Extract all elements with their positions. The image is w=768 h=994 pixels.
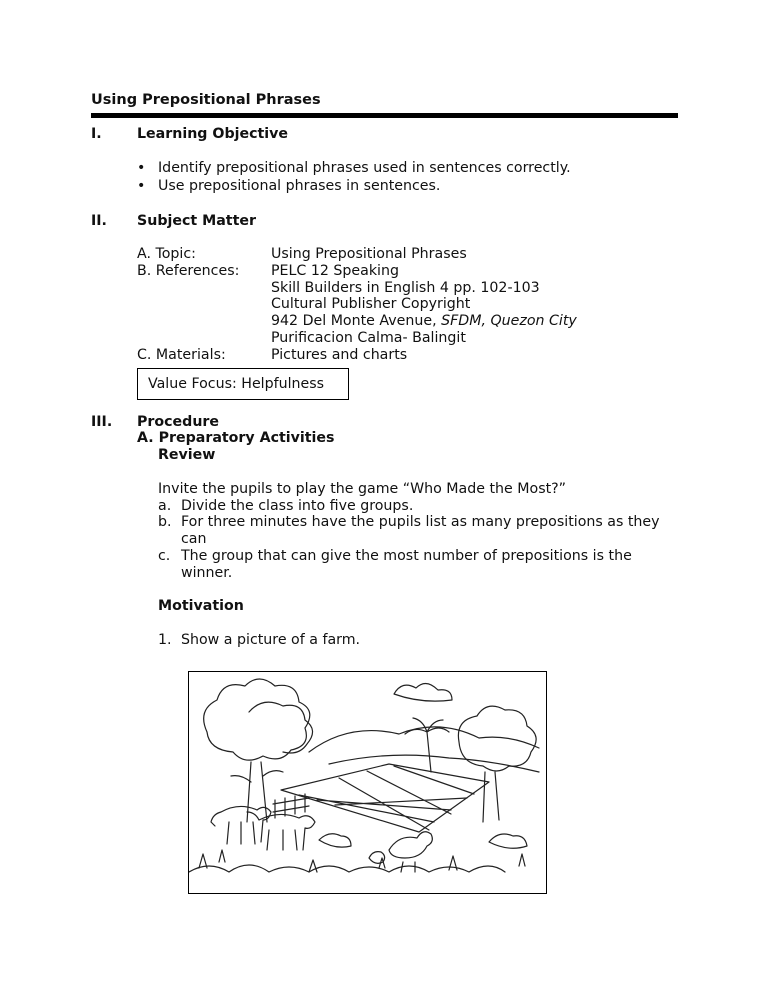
- materials-value: Pictures and charts: [271, 347, 408, 363]
- address-street: 942 Del Monte Avenue,: [271, 313, 442, 329]
- reference-address: [271, 313, 577, 330]
- goat: [211, 806, 271, 844]
- value-focus-box: [137, 368, 349, 400]
- farm-picture: [188, 671, 547, 894]
- paddy-lines: [299, 766, 474, 830]
- review-item-marker: c.: [158, 548, 171, 564]
- bullet-dot: •: [137, 160, 146, 176]
- section-title-objective: Learning Objective: [137, 126, 289, 142]
- palm-tree: [405, 718, 449, 772]
- topic-value: Using Prepositional Phrases: [271, 246, 467, 262]
- section-numeral-1: I.: [91, 126, 102, 142]
- review-intro: Invite the pupils to play the game “Who Made the Most?”: [158, 481, 567, 497]
- topic-label: A. Topic:: [137, 246, 196, 262]
- hill-shape: [329, 755, 539, 772]
- motivation-item-1: Show a picture of a farm.: [181, 632, 361, 648]
- review-item-marker: b.: [158, 514, 172, 530]
- tree-canopy: [249, 702, 313, 753]
- goat: [247, 812, 315, 850]
- title-rule: [91, 113, 678, 118]
- section-title-procedure: Procedure: [137, 414, 220, 430]
- shrub: [489, 834, 527, 848]
- objective-bullet-1: Identify prepositional phrases used in sentences correctly.: [158, 160, 571, 176]
- address-city: SFDM, Quezon City: [441, 313, 577, 329]
- review-item-b-line-1: For three minutes have the pupils list as many prepositions as they: [181, 514, 660, 530]
- farm-illustration: [189, 672, 545, 892]
- objective-bullet-2: Use prepositional phrases in sentences.: [158, 178, 441, 194]
- reference-line-2: Skill Builders in English 4 pp. 102-103: [271, 280, 540, 296]
- reference-line-3: Cultural Publisher Copyright: [271, 296, 471, 312]
- review-item-c-line-1: The group that can give the most number of prepositions is the: [181, 548, 632, 564]
- materials-label: C. Materials:: [137, 347, 226, 363]
- motivation-item-marker: 1.: [158, 632, 172, 648]
- tree-trunk: [483, 772, 499, 822]
- section-numeral-3: III.: [91, 414, 113, 430]
- review-heading: Review: [158, 447, 216, 463]
- tree-canopy: [204, 679, 310, 760]
- subsection-preparatory: A. Preparatory Activities: [137, 430, 335, 446]
- shrub: [319, 834, 351, 847]
- reference-line-1: PELC 12 Speaking: [271, 263, 399, 279]
- value-focus-text: Value Focus: Helpfulness: [148, 376, 325, 392]
- review-item-a: Divide the class into five groups.: [181, 498, 414, 514]
- reference-author: Purificacion Calma- Balingit: [271, 330, 466, 346]
- motivation-heading: Motivation: [158, 598, 244, 614]
- references-label: B. References:: [137, 263, 240, 279]
- section-numeral-2: II.: [91, 213, 107, 229]
- grass: [189, 865, 505, 872]
- review-item-marker: a.: [158, 498, 172, 514]
- section-title-subject-matter: Subject Matter: [137, 213, 256, 229]
- review-item-c-line-2: winner.: [181, 565, 233, 581]
- bullet-dot: •: [137, 178, 146, 194]
- document-title: Using Prepositional Phrases: [91, 92, 321, 108]
- review-item-b-line-2: can: [181, 531, 207, 547]
- cloud-shape: [394, 683, 452, 701]
- tree-canopy: [458, 706, 536, 771]
